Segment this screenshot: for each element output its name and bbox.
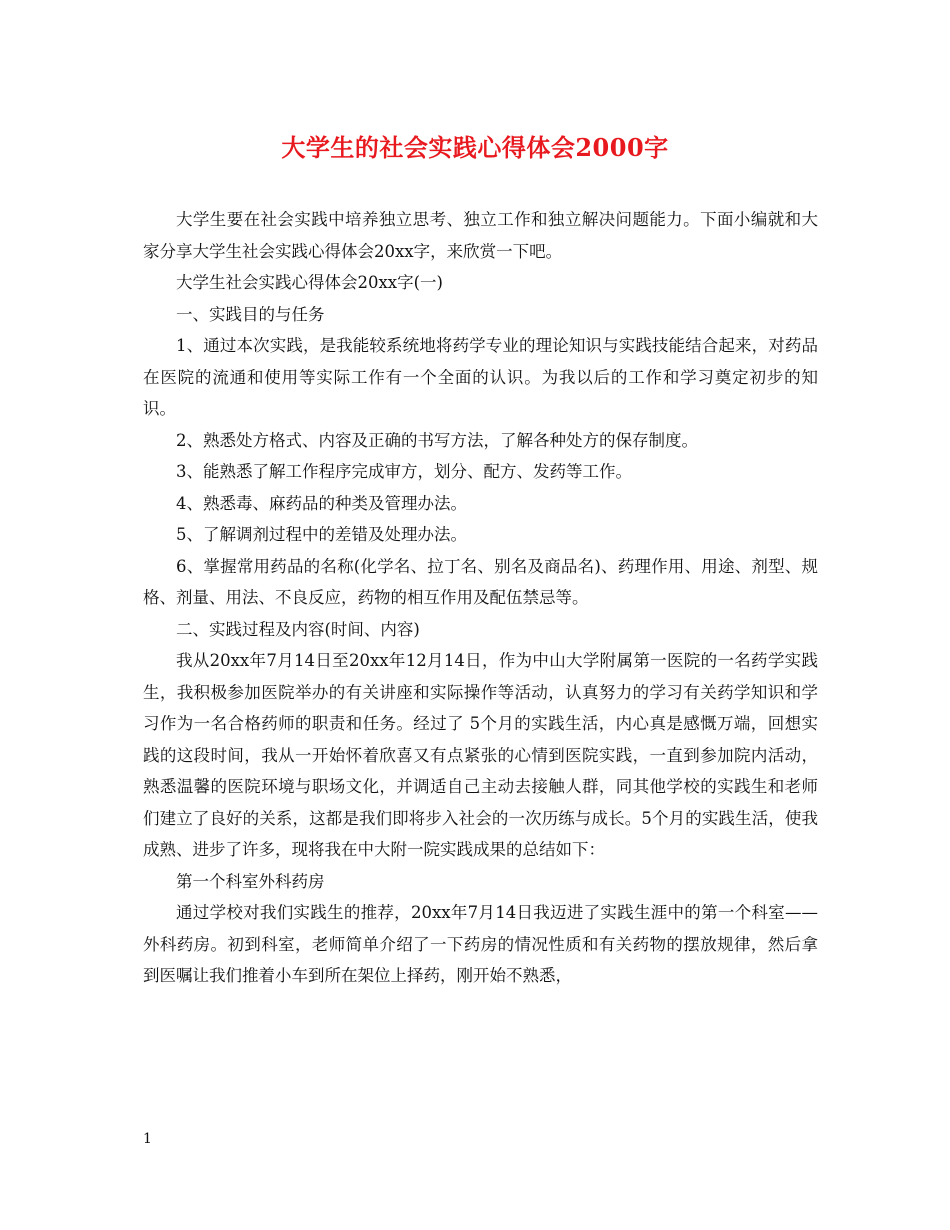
paragraph-item-6: 6、掌握常用药品的名称(化学名、拉丁名、别名及商品名)、药理作用、用途、剂型、规格、剂量、用法、不良反应，药物的相互作用及配伍禁忌等。: [143, 556, 818, 607]
paragraph-first-department-heading: 第一个科室外科药房: [176, 871, 325, 891]
document-title: 大学生的社会实践心得体会2000字: [281, 133, 669, 162]
paragraph-item-4: 4、熟悉毒、麻药品的种类及管理办法。: [176, 493, 467, 513]
paragraph-item-2: 2、熟悉处方格式、内容及正确的书写方法，了解各种处方的保存制度。: [176, 430, 698, 450]
paragraph-item-5: 5、了解调剂过程中的差错及处理办法。: [176, 525, 467, 544]
paragraph-section-2-heading: 二、实践过程及内容(时间、内容): [176, 619, 420, 639]
paragraph-item-1: 1、通过本次实践，是我能较系统地将药学专业的理论知识与实践技能结合起来，对药品在医院的流通和使用等实际工作有一个全面的认识。为我以后的工作和学习奠定初步的知识。: [143, 336, 818, 418]
paragraph-practice-summary: 我从20xx年7月14日至20xx年12月14日，作为中山大学附属第一医院的一名药学实践生，我积极参加医院举办的有关讲座和实际操作等活动，认真努力的学习有关药学知识和学习作为一名合格药师的职责和任务。经过了 5个月的实践生活，内心真是感慨万端，回想实践的这段时间，我从一开始怀着欣喜又有点紧张的心情到医院实践，一直到参加院内活动，熟悉温馨的医院环境与职场文化，并调适自己主动去接触人群，同其他学校的实践生和老师们建立了良好的关系，这都是我们即将步入社会的一次历练与成长。5个月的实践生活，使我成熟、进步了许多，现将我在中大附一院实践成果的总结如下：: [143, 651, 818, 859]
paragraph-subtitle: 大学生社会实践心得体会20xx字(一): [176, 273, 443, 292]
paragraph-section-1-heading: 一、实践目的与任务: [176, 304, 325, 324]
paragraph-first-department-body: 通过学校对我们实践生的推荐，20xx年7月14日我迈进了实践生涯中的第一个科室——外科药房。初到科室，老师简单介绍了一下药房的情况性质和有关药物的摆放规律，然后拿到医嘱让我们推着小车到所在架位上择药，刚开始不熟悉，: [143, 903, 818, 985]
paragraph-item-3: 3、能熟悉了解工作程序完成审方，划分、配方、发药等工作。: [176, 462, 632, 481]
page-number: 1: [143, 1131, 152, 1147]
paragraph-intro: 大学生要在社会实践中培养独立思考、独立工作和独立解决问题能力。下面小编就和大家分享大学生社会实践心得体会20xx字，来欣赏一下吧。: [143, 210, 818, 261]
document-body: [143, 204, 818, 992]
